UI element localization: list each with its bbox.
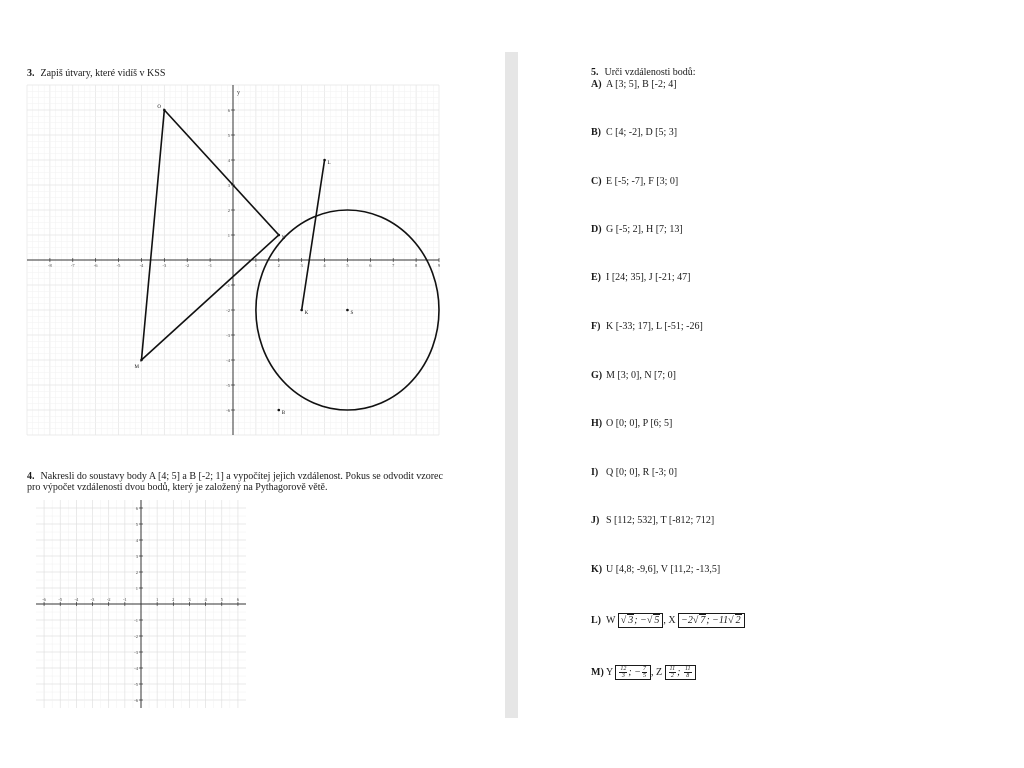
- y-tick-label: 4: [135, 538, 138, 543]
- point-x-label: , X: [663, 615, 676, 626]
- problem-letter: B): [591, 127, 601, 138]
- y-tick-label: -6: [226, 408, 230, 413]
- problem-letter: E): [591, 272, 601, 283]
- x-tick-label: 1: [156, 597, 159, 602]
- problem-g: [591, 370, 676, 382]
- point-label-k: K: [304, 311, 309, 316]
- x-tick-label: 5: [220, 597, 223, 602]
- y-tick-label: -4: [226, 358, 230, 363]
- problem-text: E [-5; -7], F [3; 0]: [606, 176, 679, 187]
- problem-c: [591, 176, 678, 188]
- x-coef-b: 11: [718, 615, 729, 626]
- x-coef-a: 2: [687, 615, 693, 626]
- coordinate-graph-2: [36, 500, 246, 708]
- y-tick-label: 4: [227, 158, 230, 163]
- y-tick-label: -2: [134, 634, 138, 639]
- task-5-heading: [591, 67, 696, 79]
- x-tick-label: -6: [93, 263, 98, 268]
- problem-text: G [-5; 2], H [7; 13]: [606, 224, 683, 235]
- problem-b: [591, 127, 677, 139]
- point-l: [323, 159, 326, 162]
- point-s: [346, 309, 349, 312]
- x-tick-label: 1: [254, 263, 258, 268]
- point-label-s: S: [350, 311, 354, 316]
- point-y-coords: $\frac{12}{3}$ ; − $\frac{7}{5}$: [615, 665, 651, 680]
- point-z-coords: $\frac{11}{2}$ ; $\frac{11}{8}$: [665, 665, 696, 680]
- problem-text: Q [0; 0], R [-3; 0]: [606, 467, 678, 478]
- point-n: [277, 234, 280, 237]
- x-tick-label: 2: [277, 263, 280, 268]
- point-y-label: Y: [606, 666, 613, 678]
- point-w-coords: √ 3; −√ 5: [618, 613, 664, 628]
- denominator: 8: [686, 673, 690, 679]
- problem-letter: M): [591, 666, 604, 678]
- point-w-label: W: [606, 615, 616, 626]
- x-tick-label: -1: [122, 597, 127, 602]
- numerator: 11: [669, 666, 676, 672]
- numerator: 12: [620, 666, 627, 672]
- x-tick-label: -8: [48, 263, 52, 268]
- y-tick-label: 2: [227, 208, 230, 213]
- task-4-number: 4.: [27, 471, 35, 482]
- problem-text: M [3; 0], N [7; 0]: [606, 370, 676, 381]
- problem-d: [591, 224, 683, 236]
- y-tick-label: 3: [227, 183, 230, 188]
- problem-i: [591, 467, 677, 479]
- problem-text: O [0; 0], P [6; 5]: [606, 418, 673, 429]
- x-tick-label: 5: [346, 263, 349, 268]
- w-sqrt-b: 5: [654, 615, 660, 626]
- point-k: [300, 309, 303, 312]
- problem-letter: I): [591, 467, 599, 478]
- x-tick-label: 4: [323, 263, 326, 268]
- fraction: [642, 666, 647, 679]
- problem-letter: H): [591, 418, 603, 429]
- point-o: [163, 109, 166, 112]
- point-label-l: L: [327, 161, 331, 166]
- w-sqrt-a: 3: [628, 615, 634, 626]
- y-tick-label: 6: [135, 506, 138, 511]
- x-tick-label: -1: [208, 263, 212, 268]
- problem-letter: C): [591, 176, 602, 187]
- x-tick-label: -4: [74, 597, 79, 602]
- y-tick-label: 5: [227, 133, 230, 138]
- x-tick-label: 6: [369, 263, 372, 268]
- problem-letter: J): [591, 515, 600, 526]
- point-z-label: , Z: [650, 666, 663, 678]
- point-b: [277, 409, 280, 412]
- x-sqrt-a: 7: [700, 615, 706, 626]
- problem-letter: F): [591, 321, 601, 332]
- task-5-number: 5.: [591, 67, 599, 78]
- problem-a: [591, 79, 677, 91]
- x-tick-label: 3: [300, 263, 303, 268]
- problem-text: I [24; 35], J [-21; 47]: [606, 272, 691, 283]
- fraction: [684, 666, 692, 679]
- problem-text: U [4,8; -9,6], V [11,2; -13,5]: [606, 564, 721, 575]
- y-tick-label: 5: [135, 522, 138, 527]
- numerator: 11: [684, 666, 691, 672]
- x-tick-label: -6: [42, 597, 46, 602]
- task-4-heading: [27, 471, 447, 493]
- x-tick-label: -2: [106, 597, 111, 602]
- problem-j: [591, 515, 714, 527]
- task-3-text: Zapiš útvary, které vidíš v KSS: [40, 68, 166, 79]
- problem-letter: D): [591, 224, 602, 235]
- x-tick-label: 7: [392, 263, 395, 268]
- y-tick-label: -3: [134, 650, 138, 655]
- x-tick-label: -5: [58, 597, 63, 602]
- point-label-o: O: [157, 105, 161, 110]
- x-sqrt-b: 2: [735, 615, 741, 626]
- problem-text: K [-33; 17], L [-51; -26]: [606, 321, 703, 332]
- y-tick-label: -3: [226, 333, 230, 338]
- y-tick-label: -1: [226, 283, 230, 288]
- y-tick-label: -6: [134, 698, 138, 703]
- problem-letter: G): [591, 370, 603, 381]
- problem-letter: A): [591, 79, 602, 90]
- y-tick-label: -1: [134, 618, 138, 623]
- point-label-b: B: [281, 411, 286, 416]
- problem-m: [591, 665, 696, 680]
- y-tick-label: 1: [135, 586, 138, 591]
- x-tick-label: -2: [185, 263, 190, 268]
- problem-k: [591, 564, 720, 576]
- point-label-m: M: [134, 365, 139, 370]
- fraction: [669, 666, 677, 679]
- y-tick-label: -2: [226, 308, 230, 313]
- y-tick-label: 2: [135, 570, 138, 575]
- problem-e: [591, 272, 690, 284]
- point-x-coords: −2√ 7; −11√ 2: [678, 613, 745, 628]
- problem-h: [591, 418, 672, 430]
- y-axis-label: y: [237, 90, 240, 96]
- point-label-n: N: [281, 236, 286, 241]
- problem-letter: L): [591, 615, 601, 626]
- y-tick-label: 6: [227, 108, 230, 113]
- denominator: 5: [642, 673, 646, 679]
- fraction: [619, 666, 627, 679]
- task-4-text: Nakresli do soustavy body A [4; 5] a B [-2; 1] a vypočítej jejich vzdálenost. Pokus se odvodit vzorec pro výpočet vzdálenosti dvou bodů, který je založený na Pythagorově větě.: [27, 471, 443, 493]
- x-tick-label: 6: [236, 597, 240, 602]
- problem-letter: K): [591, 564, 603, 575]
- x-tick-label: -4: [139, 263, 144, 268]
- problem-text: S [112; 532], T [-812; 712]: [606, 515, 715, 526]
- x-tick-label: 9: [437, 263, 441, 268]
- page-divider: [505, 52, 518, 718]
- x-tick-label: -5: [116, 263, 121, 268]
- denominator: 3: [621, 673, 625, 679]
- x-tick-label: -7: [70, 263, 75, 268]
- y-tick-label: 1: [227, 233, 230, 238]
- x-tick-label: -3: [162, 263, 167, 268]
- problem-l: [591, 613, 745, 628]
- problem-text: A [3; 5], B [-2; 4]: [606, 79, 677, 90]
- x-tick-label: -3: [90, 597, 95, 602]
- coordinate-graph-1: [27, 85, 439, 435]
- y-tick-label: -4: [134, 666, 138, 671]
- left-page: [0, 0, 505, 768]
- y-tick-label: -5: [226, 383, 230, 388]
- problem-text: C [4; -2], D [5; 3]: [606, 127, 678, 138]
- x-tick-label: 4: [204, 597, 207, 602]
- numerator: 7: [642, 666, 646, 672]
- y-tick-label: 3: [135, 554, 138, 559]
- x-tick-label: 8: [414, 263, 418, 268]
- problem-f: [591, 321, 703, 333]
- point-m: [140, 359, 143, 362]
- y-tick-label: -5: [134, 682, 138, 687]
- denominator: 2: [670, 673, 674, 679]
- task-3-heading: [27, 68, 165, 79]
- x-tick-label: 3: [188, 597, 191, 602]
- task-3-number: 3.: [27, 68, 35, 79]
- x-tick-label: 2: [172, 597, 175, 602]
- task-5-text: Urči vzdálenosti bodů:: [604, 67, 696, 78]
